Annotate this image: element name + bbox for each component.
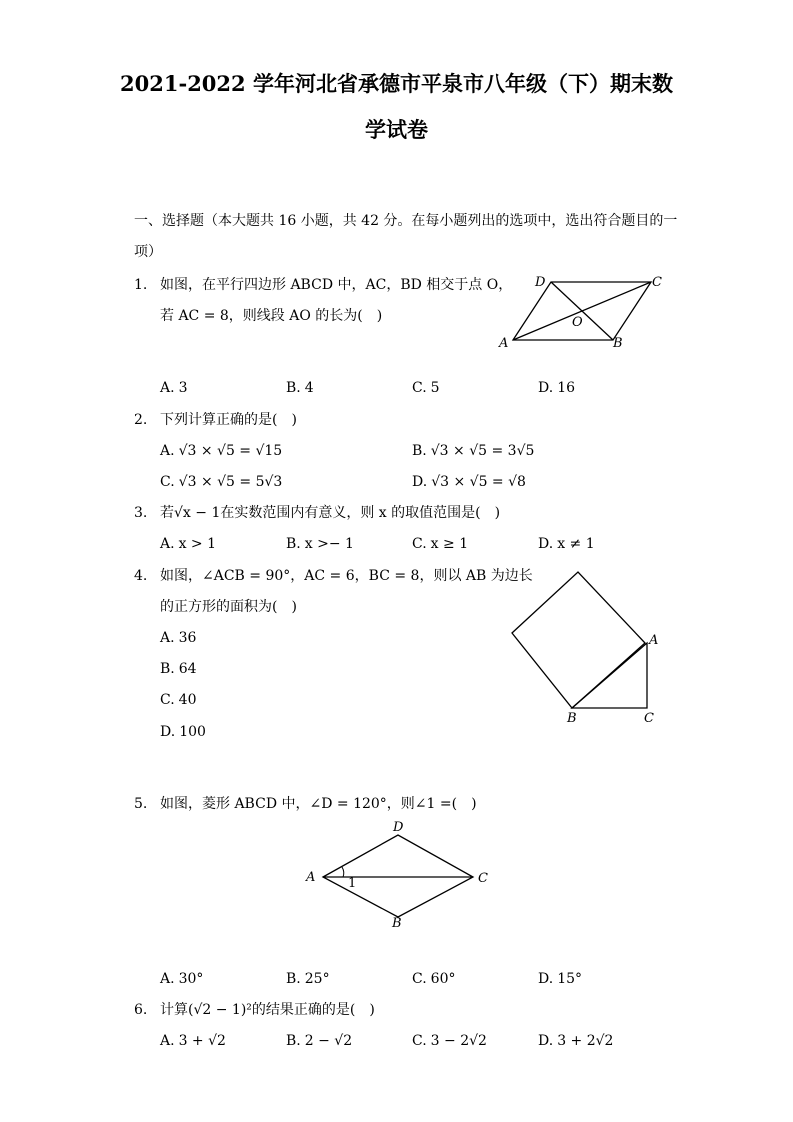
option-d[interactable] xyxy=(538,970,582,988)
option-label: D. xyxy=(538,1033,554,1049)
option-a[interactable] xyxy=(160,442,282,460)
option-c[interactable] xyxy=(160,691,197,709)
option-b[interactable] xyxy=(286,535,354,553)
option-text: √3 × √5 = 3√5 xyxy=(430,443,535,459)
label-b: B xyxy=(392,916,402,931)
parallelogram-figure xyxy=(495,270,670,350)
option-text: x ≥ 1 xyxy=(430,536,469,552)
option-d[interactable] xyxy=(538,379,575,397)
square-shape xyxy=(512,572,645,708)
option-a[interactable] xyxy=(160,379,187,397)
option-label: D. xyxy=(160,724,176,740)
question-text: 如图，在平行四边形 ABCD 中，AC，BD 相交于点 O， xyxy=(160,277,513,293)
rhombus-figure xyxy=(300,815,500,935)
option-text: 60° xyxy=(430,971,456,987)
option-label: B. xyxy=(412,443,427,459)
label-b: B xyxy=(613,336,623,350)
label-c: C xyxy=(644,711,654,726)
rhombus-shape xyxy=(323,835,473,917)
option-text: 2 − √2 xyxy=(304,1033,353,1049)
label-angle-1: 1 xyxy=(348,876,357,891)
option-text: 16 xyxy=(557,380,576,396)
option-d[interactable] xyxy=(538,1032,613,1050)
question-text: 的正方形的面积为( ) xyxy=(160,599,297,615)
label-b: B xyxy=(567,711,577,726)
question-number: 3. xyxy=(134,505,148,521)
option-text: √3 × √5 = √15 xyxy=(178,443,283,459)
option-text: 3 xyxy=(178,380,188,396)
option-text: 3 − 2√2 xyxy=(430,1033,487,1049)
label-a: A xyxy=(306,870,316,885)
option-text: 100 xyxy=(179,724,206,740)
option-text: 5 xyxy=(430,380,440,396)
option-label: D. xyxy=(538,380,554,396)
option-text: 40 xyxy=(178,692,197,708)
question-text: 计算(√2 − 1)²的结果正确的是( ) xyxy=(160,1002,375,1018)
option-label: C. xyxy=(160,692,175,708)
option-label: B. xyxy=(160,661,175,677)
label-c: C xyxy=(652,275,662,290)
option-label: B. xyxy=(286,380,301,396)
page-title: 2021-2022 学年河北省承德市平泉市八年级（下）期末数 xyxy=(120,71,673,96)
diagonal-bd xyxy=(551,282,613,340)
option-d[interactable] xyxy=(538,535,595,553)
label-o: O xyxy=(572,315,583,330)
option-label: A. xyxy=(160,1033,175,1049)
question-number: 5. xyxy=(134,796,148,812)
label-a: A xyxy=(499,336,509,350)
option-c[interactable] xyxy=(412,535,468,553)
option-label: B. xyxy=(286,971,301,987)
option-text: 4 xyxy=(304,380,314,396)
option-text: 15° xyxy=(557,971,583,987)
option-b[interactable] xyxy=(286,379,314,397)
option-text: √3 × √5 = √8 xyxy=(431,474,526,490)
option-text: 3 + 2√2 xyxy=(557,1033,614,1049)
option-label: C. xyxy=(412,971,427,987)
question-text: 若 AC = 8，则线段 AO 的长为( ) xyxy=(160,308,383,324)
section-header: 一、选择题（本大题共 16 小题，共 42 分。在每小题列出的选项中，选出符合题目的一 xyxy=(134,213,678,229)
question-text: 如图，菱形 ABCD 中，∠D = 120°，则∠1 =( ) xyxy=(160,796,477,812)
label-d: D xyxy=(535,275,546,290)
option-label: A. xyxy=(160,443,175,459)
question-text: 若√x − 1在实数范围内有意义，则 x 的取值范围是( ) xyxy=(160,505,501,521)
option-text: x >− 1 xyxy=(304,536,354,552)
option-label: A. xyxy=(160,971,175,987)
question-number: 2. xyxy=(134,412,148,428)
option-label: D. xyxy=(538,971,554,987)
option-text: √3 × √5 = 5√3 xyxy=(178,474,283,490)
question-number: 4. xyxy=(134,568,148,584)
option-label: A. xyxy=(160,380,175,396)
option-b[interactable] xyxy=(286,1032,352,1050)
question-number: 6. xyxy=(134,1002,148,1018)
option-a[interactable] xyxy=(160,970,203,988)
option-label: D. xyxy=(412,474,428,490)
option-a[interactable] xyxy=(160,535,216,553)
option-label: A. xyxy=(160,630,175,646)
option-text: 36 xyxy=(178,630,197,646)
option-b[interactable] xyxy=(286,970,330,988)
page-title-line2: 学试卷 xyxy=(365,117,428,142)
option-a[interactable] xyxy=(160,1032,226,1050)
question-text: 下列计算正确的是( ) xyxy=(160,412,297,428)
label-c: C xyxy=(478,871,488,886)
option-label: B. xyxy=(286,536,301,552)
question-text: 如图，∠ACB = 90°，AC = 6，BC = 8，则以 AB 为边长 xyxy=(160,568,533,584)
option-text: 3 + √2 xyxy=(178,1033,226,1049)
label-a: A xyxy=(649,633,659,648)
option-d[interactable] xyxy=(160,723,206,741)
square-triangle-figure xyxy=(505,565,675,730)
question-number: 1. xyxy=(134,277,148,293)
option-label: A. xyxy=(160,536,175,552)
option-label: C. xyxy=(160,474,175,490)
angle-1-arc xyxy=(342,867,344,877)
option-b[interactable] xyxy=(412,442,534,460)
option-label: D. xyxy=(538,536,554,552)
section-header-cont: 项） xyxy=(134,244,162,260)
option-label: B. xyxy=(286,1033,301,1049)
option-c[interactable] xyxy=(412,379,440,397)
option-text: 64 xyxy=(178,661,197,677)
option-text: 25° xyxy=(304,971,330,987)
option-label: C. xyxy=(412,1033,427,1049)
option-text: x ≠ 1 xyxy=(557,536,595,552)
option-b[interactable] xyxy=(160,660,197,678)
option-text: 30° xyxy=(178,971,204,987)
option-label: C. xyxy=(412,536,427,552)
option-c[interactable] xyxy=(412,1032,487,1050)
label-d: D xyxy=(393,820,404,835)
option-d[interactable] xyxy=(412,473,526,491)
option-c[interactable] xyxy=(160,473,282,491)
option-label: C. xyxy=(412,380,427,396)
option-c[interactable] xyxy=(412,970,456,988)
option-a[interactable] xyxy=(160,629,196,647)
option-text: x > 1 xyxy=(178,536,216,552)
right-triangle xyxy=(572,643,647,708)
